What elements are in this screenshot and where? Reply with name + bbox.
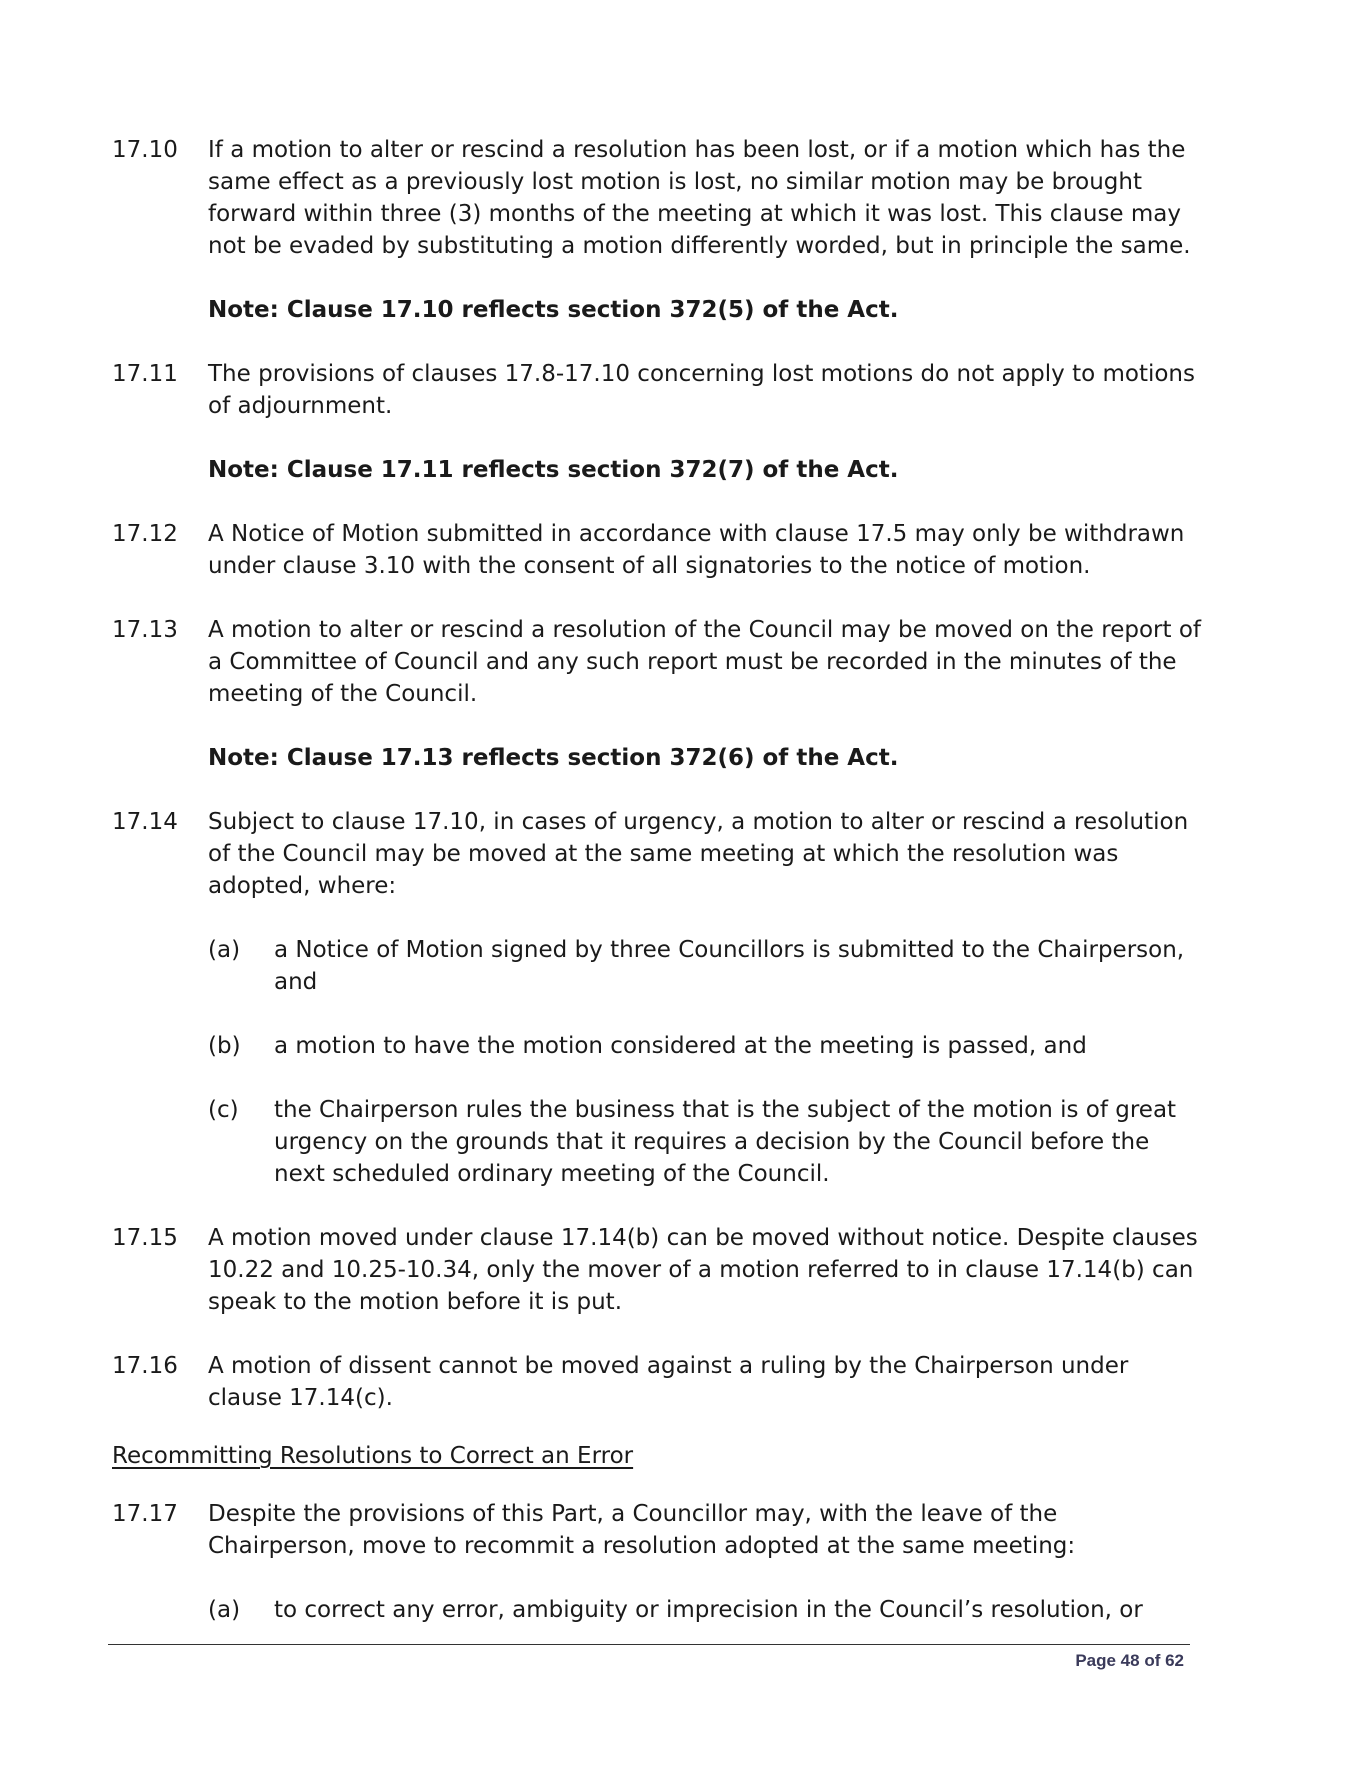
section-heading: Recommitting Resolutions to Correct an Error bbox=[112, 1443, 634, 1469]
clause-body bbox=[208, 1222, 1207, 1318]
page-number: Page 48 of 62 bbox=[1075, 1651, 1184, 1670]
clause-text: If a motion to alter or rescind a resolution has been lost, or if a motion which has the same effect as a previously lost motion is lost, no similar motion may be brought forward within three (3) months of the meeting at which it was lost. This clause may not be evaded by substituting a motion differently worded, but in principle the same. bbox=[208, 137, 1191, 259]
clause-body bbox=[208, 358, 1207, 486]
footer-divider bbox=[108, 1644, 1190, 1645]
clause-text: A motion moved under clause 17.14(b) can be moved without notice. Despite clauses 10.22 and 10.25-10.34, only the mover of a motion referred to in clause 17.14(b) can speak to the motion before it is put. bbox=[208, 1225, 1198, 1315]
clause-body bbox=[208, 806, 1207, 1190]
clause-text: A motion of dissent cannot be moved against a ruling by the Chairperson under clause 17.14(c). bbox=[208, 1353, 1129, 1411]
clause-17-15 bbox=[112, 1222, 1207, 1318]
clause-number: 17.13 bbox=[112, 617, 178, 643]
sub-clause-label: (a) bbox=[208, 937, 241, 963]
sub-clause-text: a Notice of Motion signed by three Councillors is submitted to the Chairperson, and bbox=[274, 937, 1185, 995]
clause-number: 17.16 bbox=[112, 1353, 178, 1379]
clause-body bbox=[208, 134, 1207, 326]
clause-note: Note: Clause 17.11 reflects section 372(7) of the Act. bbox=[208, 457, 899, 483]
sub-clause-a bbox=[208, 1594, 1207, 1626]
clause-number: 17.11 bbox=[112, 361, 178, 387]
sub-clause-a bbox=[208, 934, 1207, 998]
sub-clause-text: the Chairperson rules the business that is the subject of the motion is of great urgency on the grounds that it requires a decision by the Council before the next scheduled ordinary meeting of the Council. bbox=[274, 1097, 1177, 1187]
clause-note: Note: Clause 17.13 reflects section 372(6) of the Act. bbox=[208, 745, 899, 771]
clause-17-10 bbox=[112, 134, 1207, 326]
clause-17-11 bbox=[112, 358, 1207, 486]
clause-body bbox=[208, 1498, 1207, 1626]
sub-clause-b bbox=[208, 1030, 1207, 1062]
sub-clause-label: (b) bbox=[208, 1033, 241, 1059]
clause-number: 17.14 bbox=[112, 809, 178, 835]
clause-note: Note: Clause 17.10 reflects section 372(5) of the Act. bbox=[208, 297, 899, 323]
sub-clause-c bbox=[208, 1094, 1207, 1190]
clause-17-16 bbox=[112, 1350, 1207, 1414]
clause-number: 17.10 bbox=[112, 137, 178, 163]
clause-number: 17.17 bbox=[112, 1501, 178, 1527]
clause-17-13 bbox=[112, 614, 1207, 774]
clause-body bbox=[208, 1350, 1207, 1414]
document-page bbox=[112, 134, 1207, 1626]
sub-clause-text: to correct any error, ambiguity or imprecision in the Council’s resolution, or bbox=[274, 1597, 1143, 1623]
clause-number: 17.12 bbox=[112, 521, 178, 547]
clause-text: A Notice of Motion submitted in accordance with clause 17.5 may only be withdrawn under clause 3.10 with the consent of all signatories to the notice of motion. bbox=[208, 521, 1185, 579]
sub-clause-list bbox=[208, 934, 1207, 1190]
clause-text: Subject to clause 17.10, in cases of urgency, a motion to alter or rescind a resolution of the Council may be moved at the same meeting at which the resolution was adopted, where: bbox=[208, 809, 1189, 899]
clause-text: The provisions of clauses 17.8-17.10 concerning lost motions do not apply to motions of adjournment. bbox=[208, 361, 1195, 419]
clause-number: 17.15 bbox=[112, 1225, 178, 1251]
clause-text: Despite the provisions of this Part, a Councillor may, with the leave of the Chairperson, move to recommit a resolution adopted at the same meeting: bbox=[208, 1501, 1076, 1559]
clause-body bbox=[208, 614, 1207, 774]
sub-clause-label: (a) bbox=[208, 1597, 241, 1623]
clause-17-17 bbox=[112, 1498, 1207, 1626]
sub-clause-label: (c) bbox=[208, 1097, 239, 1123]
sub-clause-text: a motion to have the motion considered at the meeting is passed, and bbox=[274, 1033, 1087, 1059]
clause-17-14 bbox=[112, 806, 1207, 1190]
clause-body bbox=[208, 518, 1207, 582]
clause-17-12 bbox=[112, 518, 1207, 582]
sub-clause-list bbox=[208, 1594, 1207, 1626]
clause-text: A motion to alter or rescind a resolution of the Council may be moved on the report of a Committee of Council and any such report must be recorded in the minutes of the meeting of the Council. bbox=[208, 617, 1201, 707]
